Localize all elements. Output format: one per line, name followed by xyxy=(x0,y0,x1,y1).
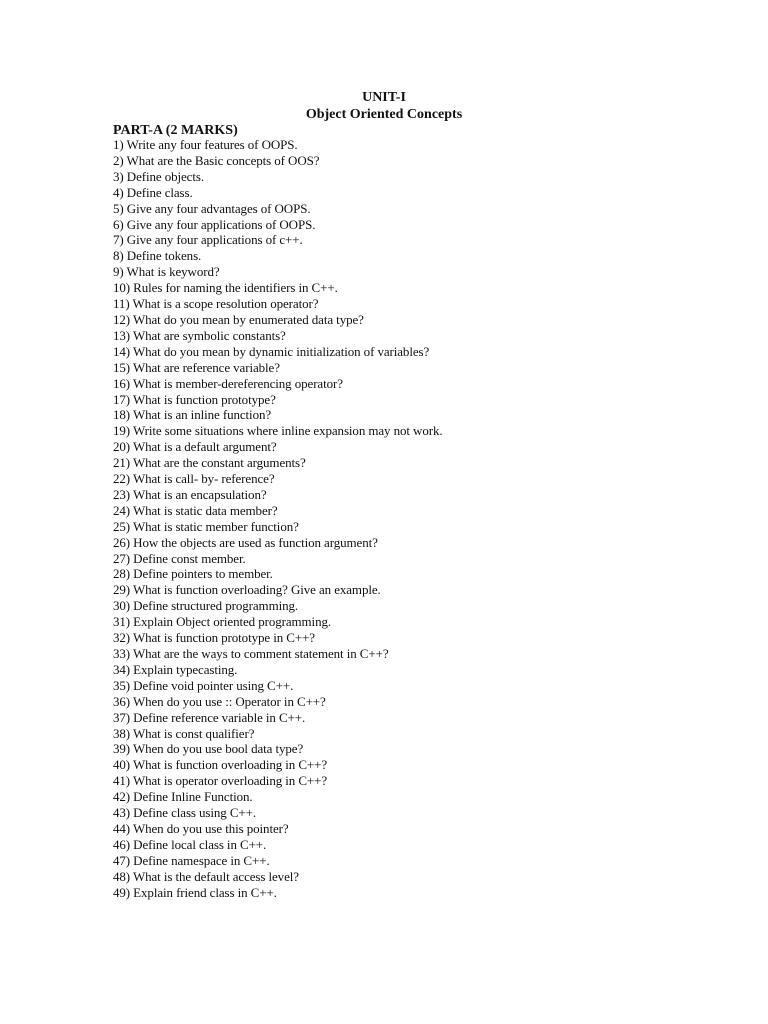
question-item: 49) Explain friend class in C++. xyxy=(113,884,277,900)
question-item: 39) When do you use bool data type? xyxy=(113,741,304,757)
question-item: 11) What is a scope resolution operator? xyxy=(113,296,319,312)
question-item: 12) What do you mean by enumerated data type? xyxy=(113,311,364,327)
question-item: 20) What is a default argument? xyxy=(113,439,277,455)
question-item: 22) What is call- by- reference? xyxy=(113,471,275,487)
question-item: 26) How the objects are used as function argument? xyxy=(113,534,378,550)
question-item: 10) Rules for naming the identifiers in C++. xyxy=(113,280,338,296)
question-item: 31) Explain Object oriented programming. xyxy=(113,614,332,630)
section-heading: PART-A (2 MARKS) xyxy=(113,123,238,138)
question-item: 43) Define class using C++. xyxy=(113,805,257,821)
question-item: 16) What is member-dereferencing operator? xyxy=(113,375,343,391)
question-item: 24) What is static data member? xyxy=(113,502,278,518)
question-item: 30) Define structured programming. xyxy=(113,598,299,614)
question-item: 8) Define tokens. xyxy=(113,248,202,264)
question-item: 27) Define const member. xyxy=(113,550,246,566)
unit-subtitle: Object Oriented Concepts xyxy=(305,107,463,122)
question-item: 15) What are reference variable? xyxy=(113,359,280,375)
question-item: 14) What do you mean by dynamic initialization of variables? xyxy=(113,343,430,359)
question-item: 40) What is function overloading in C++? xyxy=(113,757,328,773)
question-item: 18) What is an inline function? xyxy=(113,407,272,423)
question-list xyxy=(113,137,443,901)
question-item: 2) What are the Basic concepts of OOS? xyxy=(113,152,320,168)
question-item: 7) Give any four applications of c++. xyxy=(113,232,303,248)
question-item: 3) Define objects. xyxy=(113,168,204,184)
question-item: 29) What is function overloading? Give an example. xyxy=(113,582,381,598)
question-item: 47) Define namespace in C++. xyxy=(113,852,270,868)
question-item: 36) When do you use :: Operator in C++? xyxy=(113,693,326,709)
question-item: 23) What is an encapsulation? xyxy=(113,486,267,502)
question-item: 5) Give any four advantages of OOPS. xyxy=(113,200,311,216)
question-item: 33) What are the ways to comment statement in C++? xyxy=(113,646,389,661)
unit-title: UNIT-I xyxy=(362,90,406,105)
question-item: 38) What is const qualifier? xyxy=(113,725,255,741)
question-item: 46) Define local class in C++. xyxy=(113,836,267,852)
question-item: 17) What is function prototype? xyxy=(113,391,276,407)
question-item: 37) Define reference variable in C++. xyxy=(113,709,306,725)
question-item: 1) Write any four features of OOPS. xyxy=(113,137,298,152)
question-item: 41) What is operator overloading in C++? xyxy=(113,773,328,789)
question-item: 32) What is function prototype in C++? xyxy=(113,630,315,646)
question-item: 4) Define class. xyxy=(113,184,193,200)
question-item: 34) Explain typecasting. xyxy=(113,661,238,677)
question-item: 13) What are symbolic constants? xyxy=(113,327,286,343)
question-item: 6) Give any four applications of OOPS. xyxy=(113,216,316,232)
question-item: 28) Define pointers to member. xyxy=(113,566,273,582)
question-item: 48) What is the default access level? xyxy=(113,868,299,884)
question-item: 42) Define Inline Function. xyxy=(113,789,253,805)
question-item: 19) Write some situations where inline expansion may not work. xyxy=(113,423,443,439)
question-item: 25) What is static member function? xyxy=(113,518,299,534)
question-item: 44) When do you use this pointer? xyxy=(113,820,289,836)
question-item: 21) What are the constant arguments? xyxy=(113,455,306,471)
question-item: 35) Define void pointer using C++. xyxy=(113,677,294,693)
question-item: 9) What is keyword? xyxy=(113,264,220,280)
